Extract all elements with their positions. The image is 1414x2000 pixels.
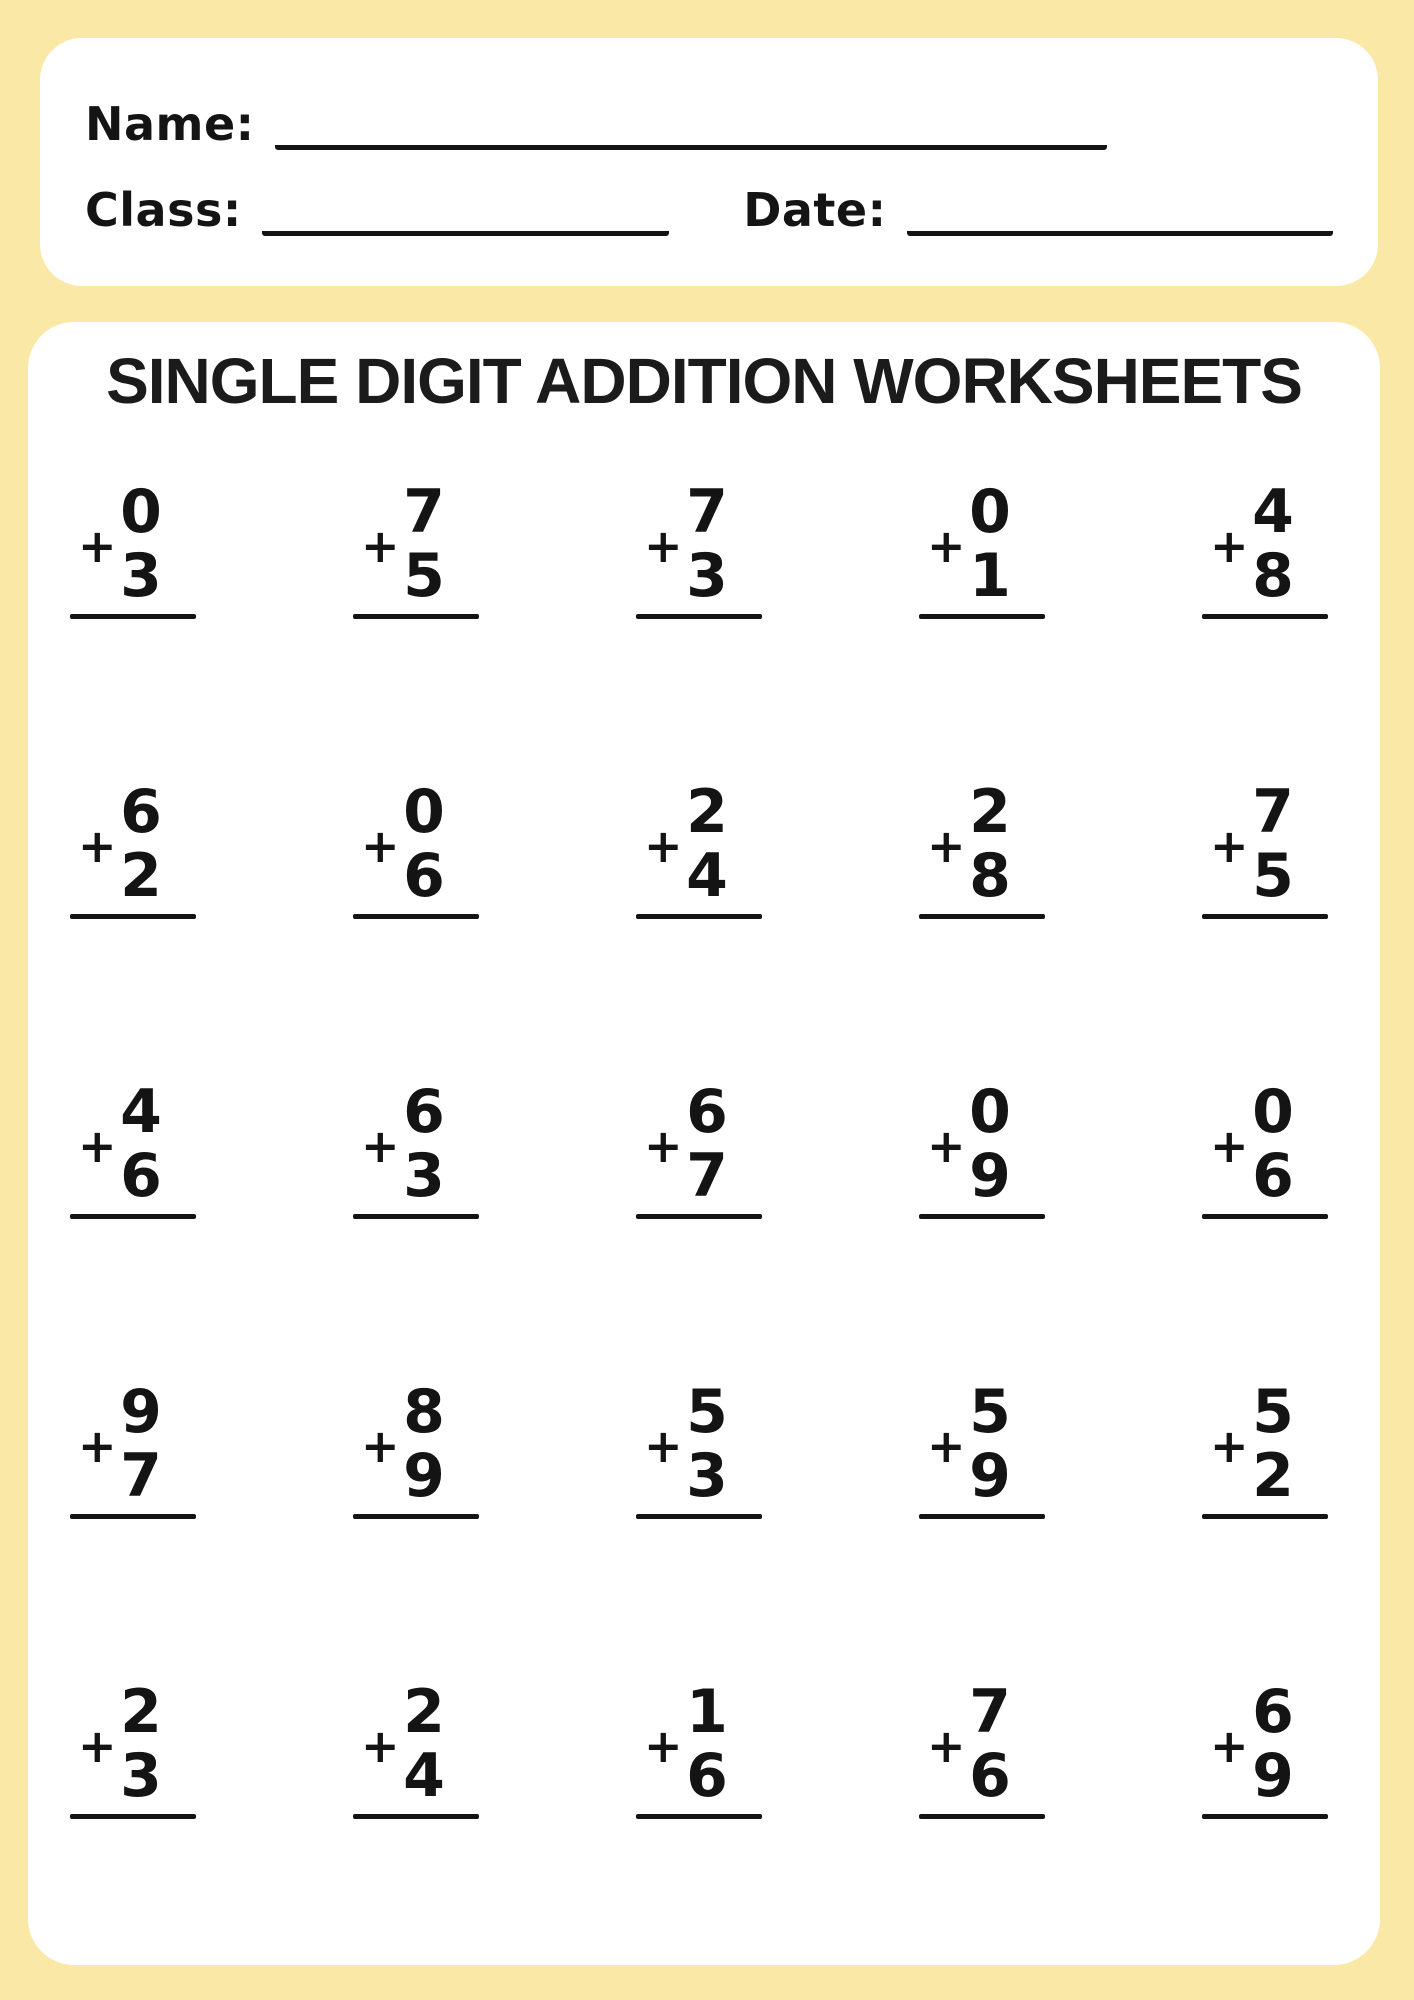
answer-blank-line xyxy=(353,1514,479,1519)
plus-icon: + xyxy=(927,1419,966,1474)
answer-blank-line xyxy=(919,1214,1045,1219)
plus-icon: + xyxy=(927,819,966,874)
answer-blank-line xyxy=(353,914,479,919)
bottom-addend: 4 xyxy=(403,1741,445,1812)
answer-blank-line xyxy=(70,1814,196,1819)
bottom-addend: 9 xyxy=(1252,1741,1294,1812)
plus-icon: + xyxy=(644,519,683,574)
plus-icon: + xyxy=(361,519,400,574)
student-info-card xyxy=(40,38,1378,286)
plus-icon: + xyxy=(644,1719,683,1774)
bottom-addend: 6 xyxy=(1252,1141,1294,1212)
addition-problem xyxy=(634,1677,774,1821)
addition-problem xyxy=(634,477,774,621)
top-addend: 7 xyxy=(1252,777,1294,848)
addition-problem xyxy=(351,1377,491,1521)
top-addend: 1 xyxy=(686,1677,728,1748)
top-addend: 5 xyxy=(686,1377,728,1448)
bottom-addend: 3 xyxy=(403,1141,445,1212)
name-field-row xyxy=(85,90,1333,150)
addition-problem xyxy=(1200,1077,1340,1221)
top-addend: 0 xyxy=(403,777,445,848)
plus-icon: + xyxy=(361,1119,400,1174)
bottom-addend: 6 xyxy=(120,1141,162,1212)
top-addend: 4 xyxy=(1252,477,1294,548)
addition-problem xyxy=(351,1677,491,1821)
top-addend: 4 xyxy=(120,1077,162,1148)
class-blank-line xyxy=(262,188,669,236)
plus-icon: + xyxy=(78,1419,117,1474)
date-blank-line xyxy=(907,188,1334,236)
bottom-addend: 4 xyxy=(686,841,728,912)
worksheet-card xyxy=(28,322,1380,1965)
answer-blank-line xyxy=(70,1514,196,1519)
answer-blank-line xyxy=(353,614,479,619)
plus-icon: + xyxy=(78,819,117,874)
bottom-addend: 3 xyxy=(686,1441,728,1512)
top-addend: 5 xyxy=(969,1377,1011,1448)
addition-problem xyxy=(1200,1377,1340,1521)
bottom-addend: 7 xyxy=(120,1441,162,1512)
addition-problem xyxy=(68,777,208,921)
addition-problem xyxy=(68,1077,208,1221)
answer-blank-line xyxy=(70,1214,196,1219)
top-addend: 0 xyxy=(1252,1077,1294,1148)
plus-icon: + xyxy=(1210,819,1249,874)
plus-icon: + xyxy=(78,1119,117,1174)
top-addend: 6 xyxy=(120,777,162,848)
answer-blank-line xyxy=(1202,1514,1328,1519)
bottom-addend: 2 xyxy=(1252,1441,1294,1512)
answer-blank-line xyxy=(636,1514,762,1519)
answer-blank-line xyxy=(636,614,762,619)
plus-icon: + xyxy=(927,1719,966,1774)
answer-blank-line xyxy=(70,614,196,619)
plus-icon: + xyxy=(927,519,966,574)
answer-blank-line xyxy=(353,1214,479,1219)
date-label: Date: xyxy=(743,183,887,238)
addition-problem xyxy=(917,1077,1057,1221)
problems-grid xyxy=(68,477,1340,1821)
addition-problem xyxy=(1200,1677,1340,1821)
top-addend: 2 xyxy=(120,1677,162,1748)
plus-icon: + xyxy=(361,1719,400,1774)
plus-icon: + xyxy=(1210,519,1249,574)
top-addend: 7 xyxy=(969,1677,1011,1748)
top-addend: 0 xyxy=(969,477,1011,548)
bottom-addend: 5 xyxy=(1252,841,1294,912)
plus-icon: + xyxy=(644,1419,683,1474)
addition-problem xyxy=(68,1377,208,1521)
answer-blank-line xyxy=(1202,1814,1328,1819)
plus-icon: + xyxy=(1210,1119,1249,1174)
addition-problem xyxy=(634,1077,774,1221)
answer-blank-line xyxy=(353,1814,479,1819)
name-blank-line xyxy=(275,102,1107,150)
answer-blank-line xyxy=(1202,914,1328,919)
bottom-addend: 3 xyxy=(120,1741,162,1812)
top-addend: 2 xyxy=(969,777,1011,848)
bottom-addend: 6 xyxy=(403,841,445,912)
addition-problem xyxy=(351,1077,491,1221)
addition-problem xyxy=(68,1677,208,1821)
addition-problem xyxy=(917,1677,1057,1821)
plus-icon: + xyxy=(361,819,400,874)
bottom-addend: 7 xyxy=(686,1141,728,1212)
plus-icon: + xyxy=(78,1719,117,1774)
top-addend: 5 xyxy=(1252,1377,1294,1448)
top-addend: 6 xyxy=(686,1077,728,1148)
addition-problem xyxy=(634,777,774,921)
answer-blank-line xyxy=(636,1214,762,1219)
bottom-addend: 6 xyxy=(686,1741,728,1812)
name-label: Name: xyxy=(85,97,255,152)
plus-icon: + xyxy=(78,519,117,574)
top-addend: 6 xyxy=(403,1077,445,1148)
plus-icon: + xyxy=(1210,1719,1249,1774)
top-addend: 0 xyxy=(969,1077,1011,1148)
top-addend: 2 xyxy=(403,1677,445,1748)
top-addend: 6 xyxy=(1252,1677,1294,1748)
bottom-addend: 2 xyxy=(120,841,162,912)
answer-blank-line xyxy=(70,914,196,919)
addition-problem xyxy=(1200,477,1340,621)
answer-blank-line xyxy=(919,614,1045,619)
answer-blank-line xyxy=(1202,614,1328,619)
class-date-field-row xyxy=(85,176,1333,236)
top-addend: 9 xyxy=(120,1377,162,1448)
plus-icon: + xyxy=(1210,1419,1249,1474)
addition-problem xyxy=(917,777,1057,921)
worksheet-title: SINGLE DIGIT ADDITION WORKSHEETS xyxy=(106,345,1302,417)
answer-blank-line xyxy=(919,1514,1045,1519)
top-addend: 8 xyxy=(403,1377,445,1448)
bottom-addend: 8 xyxy=(1252,541,1294,612)
bottom-addend: 9 xyxy=(969,1141,1011,1212)
class-label: Class: xyxy=(85,183,242,238)
answer-blank-line xyxy=(636,1814,762,1819)
addition-problem xyxy=(68,477,208,621)
plus-icon: + xyxy=(361,1419,400,1474)
bottom-addend: 3 xyxy=(686,541,728,612)
bottom-addend: 6 xyxy=(969,1741,1011,1812)
top-addend: 7 xyxy=(686,477,728,548)
bottom-addend: 9 xyxy=(969,1441,1011,1512)
bottom-addend: 3 xyxy=(120,541,162,612)
addition-problem xyxy=(351,777,491,921)
addition-problem xyxy=(634,1377,774,1521)
answer-blank-line xyxy=(919,1814,1045,1819)
plus-icon: + xyxy=(644,819,683,874)
addition-problem xyxy=(1200,777,1340,921)
addition-problem xyxy=(917,477,1057,621)
plus-icon: + xyxy=(927,1119,966,1174)
answer-blank-line xyxy=(919,914,1045,919)
addition-problem xyxy=(351,477,491,621)
plus-icon: + xyxy=(644,1119,683,1174)
bottom-addend: 1 xyxy=(969,541,1011,612)
bottom-addend: 8 xyxy=(969,841,1011,912)
answer-blank-line xyxy=(1202,1214,1328,1219)
top-addend: 7 xyxy=(403,477,445,548)
bottom-addend: 5 xyxy=(403,541,445,612)
top-addend: 0 xyxy=(120,477,162,548)
top-addend: 2 xyxy=(686,777,728,848)
answer-blank-line xyxy=(636,914,762,919)
bottom-addend: 9 xyxy=(403,1441,445,1512)
addition-problem xyxy=(917,1377,1057,1521)
